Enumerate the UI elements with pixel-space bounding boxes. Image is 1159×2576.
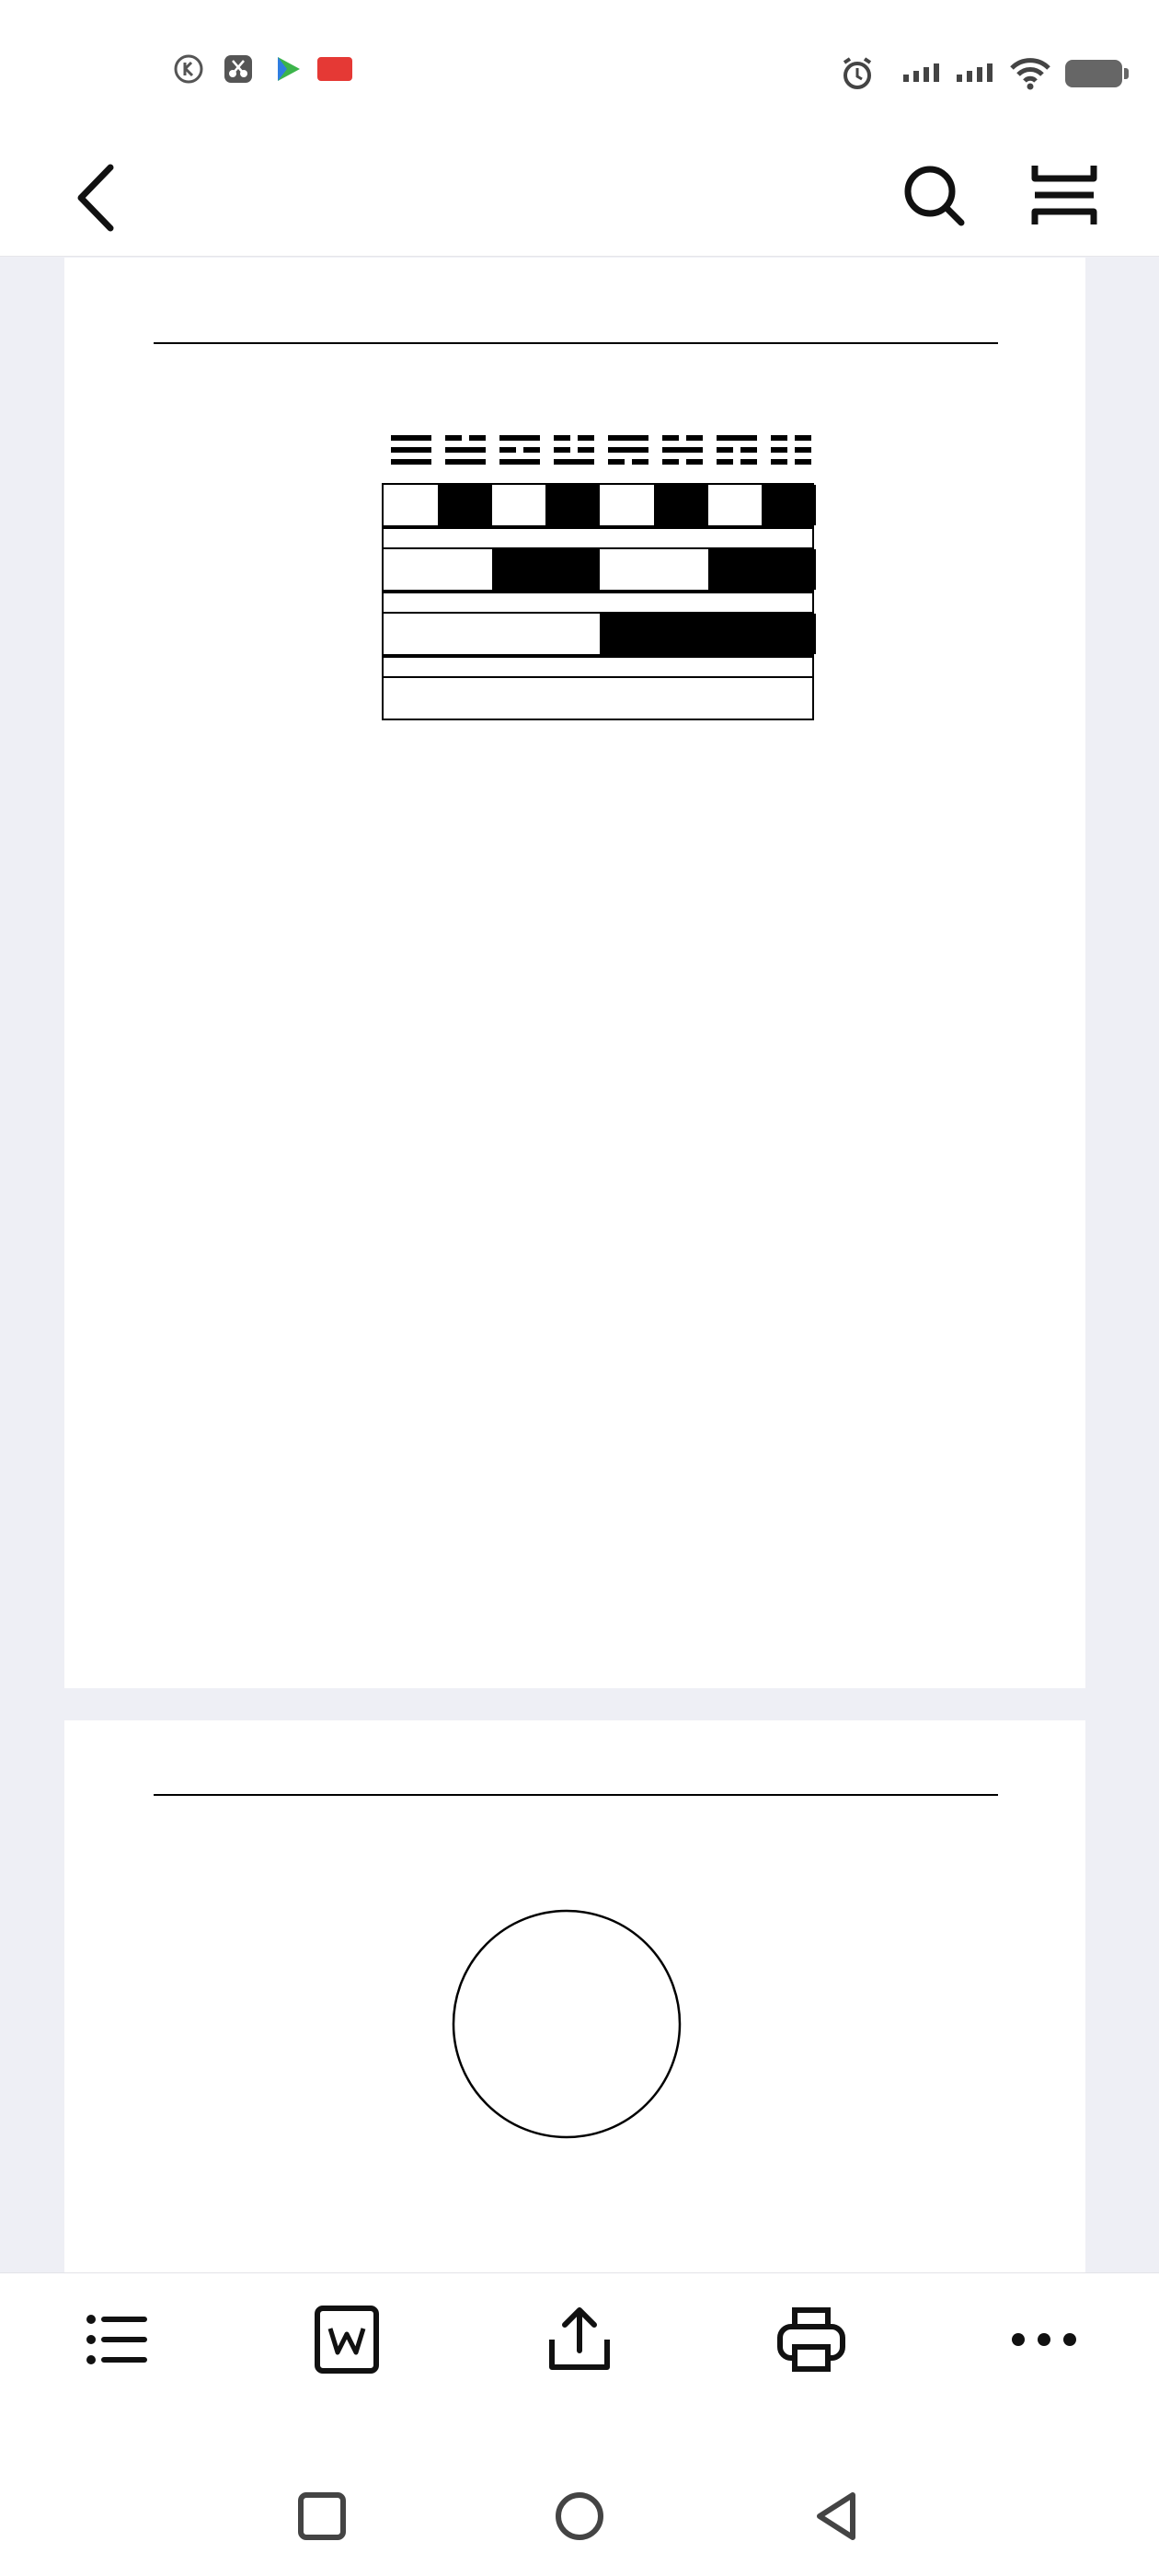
signal-1 — [901, 63, 942, 85]
printer-icon — [773, 2301, 850, 2378]
trigram-symbol-gen — [717, 435, 757, 471]
taiji-bar — [382, 676, 814, 720]
alarm-icon — [839, 55, 876, 92]
battery-indicator — [1065, 60, 1122, 87]
home-icon[interactable] — [547, 2484, 612, 2548]
toc-button[interactable] — [23, 2301, 207, 2387]
k-app-icon — [173, 53, 204, 85]
to-word-button[interactable] — [255, 2301, 439, 2387]
status-right-group — [839, 46, 1122, 101]
search-icon[interactable] — [897, 158, 970, 232]
recent-apps-icon[interactable] — [290, 2484, 354, 2548]
video-app-icon — [272, 53, 304, 85]
scissors-app-icon — [223, 53, 254, 85]
share-icon — [541, 2301, 618, 2378]
divider-band — [382, 527, 814, 549]
toutiao-badge — [317, 57, 352, 81]
open-with-button[interactable] — [488, 2301, 671, 2387]
signal-2 — [955, 63, 995, 85]
liangyi-bar — [382, 612, 814, 656]
more-icon — [1005, 2301, 1083, 2378]
sixiang-bar — [382, 547, 814, 592]
status-bar — [0, 0, 1159, 138]
trigram-symbol-kun — [771, 435, 811, 471]
bagua-circle — [453, 1911, 680, 2137]
signal-bars-icon — [901, 63, 942, 82]
cloud-print-button[interactable] — [719, 2301, 903, 2387]
bottom-toolbar — [0, 2272, 1159, 2457]
bagua-diagram — [64, 1720, 1085, 2272]
document-header — [0, 138, 1159, 257]
wifi-icon — [1008, 55, 1052, 92]
back-arrow-icon[interactable] — [64, 156, 129, 239]
signal-bars-icon — [955, 63, 995, 82]
list-icon — [76, 2301, 154, 2378]
trigram-symbol-zhen — [554, 435, 594, 471]
divider-band — [382, 592, 814, 614]
pdf-page-1[interactable] — [64, 258, 1085, 1688]
trigram-symbol-li — [499, 435, 540, 471]
bagua-bar — [382, 483, 814, 527]
system-nav-bar — [0, 2456, 1159, 2576]
running-header — [154, 315, 998, 344]
trigram-symbol-kan — [662, 435, 703, 471]
trigram-symbol-dui — [445, 435, 486, 471]
more-button[interactable] — [952, 2301, 1136, 2387]
menu-icon[interactable] — [1027, 158, 1101, 232]
trigram-symbol-xun — [608, 435, 648, 471]
back-triangle-icon[interactable] — [805, 2484, 869, 2548]
divider-band — [382, 656, 814, 678]
word-convert-icon — [308, 2301, 385, 2378]
pdf-page-2[interactable] — [64, 1720, 1085, 2272]
trigram-symbol-qian — [391, 435, 431, 471]
